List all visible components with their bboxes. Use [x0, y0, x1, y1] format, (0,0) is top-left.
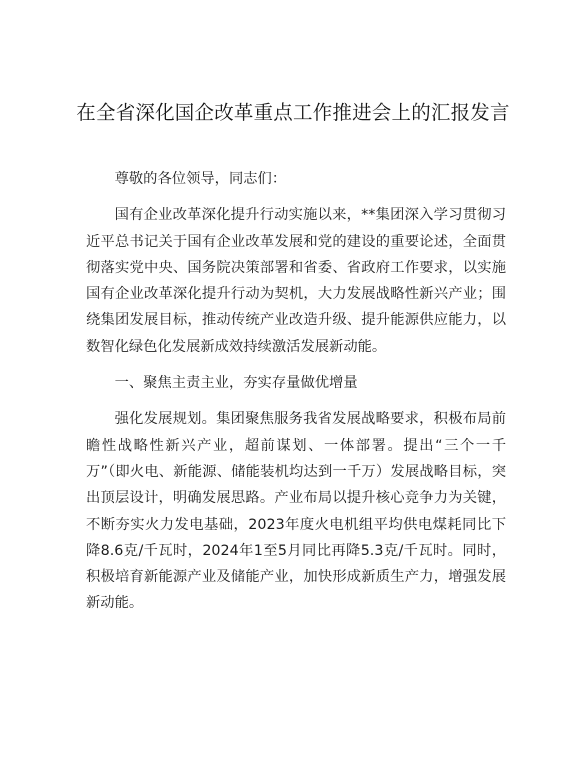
section-paragraph: 强化发展规划。集团聚焦服务我省发展战略要求，积极布局前瞻性战略性新兴产业，超前谋划、一体部署。提出“三个一千万”（即火电、新能源、储能装机均达到一千万）发展战略目标，突出顶层设计，明确发展思路。产业布局以提升核心竞争力为关键，不断夯实火力发电基础，2023年度火电机组平均供电煤耗同比下降8.6克/千瓦时，2024年1至5月同比再降5.3克/千瓦时。同时，积极培育新能源产业及储能产业，加快形成新质生产力，增强发展新动能。 — [86, 411, 506, 612]
greeting-paragraph: 尊敬的各位领导，同志们： — [114, 171, 287, 187]
section-heading: 一、聚焦主责主业，夯实存量做优增量 — [114, 375, 358, 392]
document-body — [86, 166, 506, 617]
document-title: 在全省深化国企改革重点工作推进会上的汇报发言 — [76, 101, 510, 124]
intro-paragraph: 国有企业改革深化提升行动实施以来，**集团深入学习贯彻习近平总书记关于国有企业改革发展和党的建设的重要论述，全面贯彻落实党中央、国务院决策部署和省委、省政府工作要求，以实施国有企业改革深化提升行动为契机，大力发展战略性新兴产业；围绕集团发展目标，推动传统产业改造升级、提升能源供应能力，以数智化绿色化发展新成效持续激活发展新动能。 — [86, 207, 506, 355]
